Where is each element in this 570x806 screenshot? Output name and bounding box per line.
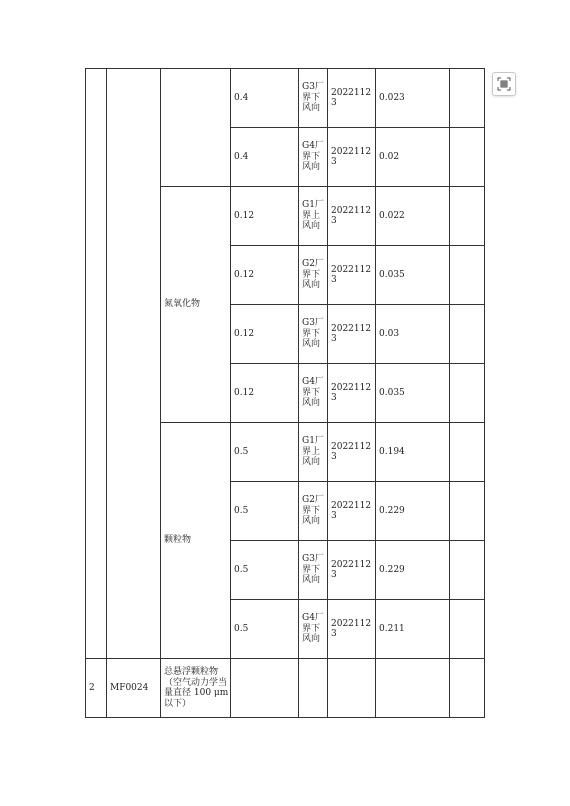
- cell-note: [450, 659, 485, 718]
- cell-pollutant: 颗粒物: [161, 423, 231, 659]
- cell-date: 20221123: [328, 305, 376, 364]
- table-body: [86, 69, 485, 718]
- cell-no: 2: [86, 659, 107, 718]
- table-row: [86, 69, 485, 128]
- cell-result: 0.194: [376, 423, 450, 482]
- cell-note: [450, 423, 485, 482]
- cell-note: [450, 69, 485, 128]
- cell-limit: 0.12: [231, 305, 299, 364]
- cell-note: [450, 541, 485, 600]
- cell-limit: 0.12: [231, 187, 299, 246]
- cell-date: 20221123: [328, 187, 376, 246]
- cell-point: G4厂界下风向: [299, 128, 328, 187]
- cell-limit: 0.5: [231, 482, 299, 541]
- cell-note: [450, 246, 485, 305]
- cell-point: G3厂界下风向: [299, 305, 328, 364]
- cell-point: G2厂界下风向: [299, 482, 328, 541]
- cell-date: 20221123: [328, 541, 376, 600]
- cell-point: G3厂界下风向: [299, 69, 328, 128]
- cell-result: [376, 659, 450, 718]
- cell-result: 0.023: [376, 69, 450, 128]
- cell-date: 20221123: [328, 364, 376, 423]
- cell-result: 0.03: [376, 305, 450, 364]
- cell-note: [450, 364, 485, 423]
- cell-result: 0.035: [376, 364, 450, 423]
- cell-note: [450, 187, 485, 246]
- cell-date: 20221123: [328, 246, 376, 305]
- cell-point: G3厂界下风向: [299, 541, 328, 600]
- cell-pollutant: [161, 69, 231, 187]
- cell-code: [107, 69, 161, 659]
- cell-point: G1厂界上风向: [299, 187, 328, 246]
- cell-date: 20221123: [328, 482, 376, 541]
- cell-note: [450, 600, 485, 659]
- cell-point: G4厂界下风向: [299, 600, 328, 659]
- cell-code: MF0024: [107, 659, 161, 718]
- cell-date: 20221123: [328, 600, 376, 659]
- cell-result: 0.035: [376, 246, 450, 305]
- scan-table-icon: [497, 77, 511, 91]
- cell-result: 0.022: [376, 187, 450, 246]
- cell-note: [450, 305, 485, 364]
- cell-limit: 0.4: [231, 128, 299, 187]
- cell-date: 20221123: [328, 69, 376, 128]
- cell-result: 0.229: [376, 541, 450, 600]
- cell-limit: 0.12: [231, 246, 299, 305]
- cell-note: [450, 128, 485, 187]
- cell-result: 0.211: [376, 600, 450, 659]
- cell-note: [450, 482, 485, 541]
- cell-limit: 0.4: [231, 69, 299, 128]
- table-row: [86, 659, 485, 718]
- cell-pollutant: 总悬浮颗粒物（空气动力学当量直径 100 μm 以下）: [161, 659, 231, 718]
- cell-point: [299, 659, 328, 718]
- cell-point: G2厂界下风向: [299, 246, 328, 305]
- cell-limit: [231, 659, 299, 718]
- cell-result: 0.229: [376, 482, 450, 541]
- cell-pollutant: 氮氧化物: [161, 187, 231, 423]
- cell-limit: 0.5: [231, 541, 299, 600]
- cell-no: [86, 69, 107, 659]
- cell-limit: 0.12: [231, 364, 299, 423]
- cell-date: 20221123: [328, 128, 376, 187]
- cell-date: 20221123: [328, 423, 376, 482]
- monitoring-table: [85, 68, 485, 718]
- cell-limit: 0.5: [231, 600, 299, 659]
- cell-date: [328, 659, 376, 718]
- cell-limit: 0.5: [231, 423, 299, 482]
- scan-table-button[interactable]: [492, 72, 516, 96]
- cell-point: G4厂界下风向: [299, 364, 328, 423]
- cell-point: G1厂界上风向: [299, 423, 328, 482]
- cell-result: 0.02: [376, 128, 450, 187]
